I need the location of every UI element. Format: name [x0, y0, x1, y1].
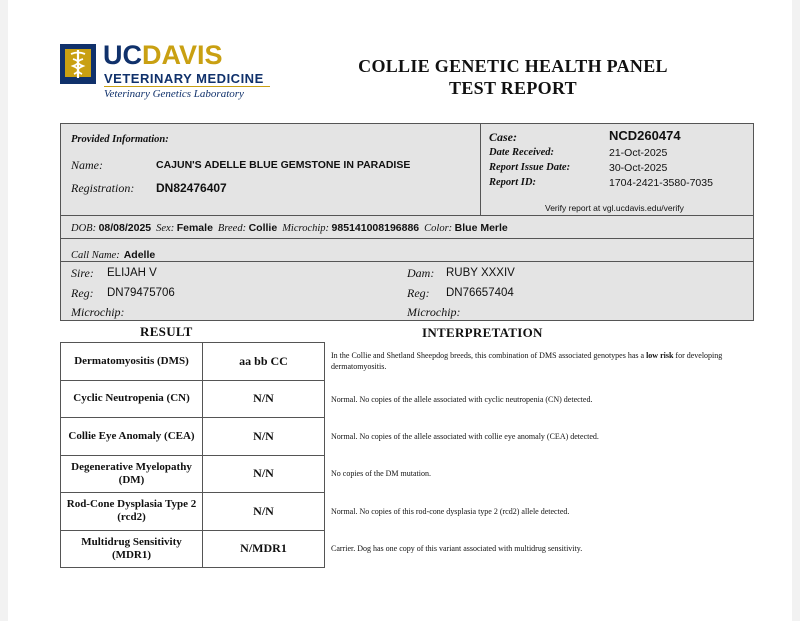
logo-davis: DAVIS: [142, 40, 223, 70]
sire-reg-label: Reg:: [71, 286, 94, 300]
breed-value: Collie: [248, 222, 278, 234]
logo-vet-medicine: VETERINARY MEDICINE: [104, 71, 264, 86]
call-name-label: Call Name:: [71, 250, 120, 261]
table-row: [61, 455, 325, 493]
interp-risk: low risk: [646, 351, 674, 360]
test-name: Dermatomyositis (DMS): [61, 343, 203, 381]
dam-reg-label: Reg:: [407, 286, 430, 300]
issue-date-value: 30-Oct-2025: [609, 162, 668, 174]
result-heading: RESULT: [140, 324, 193, 339]
interpretation-text: [331, 431, 741, 442]
table-row: [61, 493, 325, 531]
interpretation-text: [331, 350, 741, 372]
interp-text: for developing dermatomyositis.: [331, 351, 723, 371]
divider: [480, 124, 481, 215]
sire-label: Sire:: [71, 266, 94, 280]
verify-link[interactable]: Verify report at vgl.ucdavis.edu/verify: [545, 203, 684, 213]
test-name: Multidrug Sensitivity (MDR1): [61, 530, 203, 568]
table-row: [61, 343, 325, 381]
call-name-row: [71, 245, 155, 263]
test-result: N/N: [203, 418, 325, 456]
interp-text: No copies of the DM mutation.: [331, 469, 431, 478]
case-value: NCD260474: [609, 128, 681, 143]
logo-uc: UC: [103, 40, 142, 70]
test-result: aa bb CC: [203, 343, 325, 381]
table-row: [61, 418, 325, 456]
test-result: N/MDR1: [203, 530, 325, 568]
test-result: N/N: [203, 493, 325, 531]
test-name: Degenerative Myelopathy (DM): [61, 455, 203, 493]
name-label: Name:: [71, 158, 103, 172]
microchip-label: Microchip:: [282, 223, 330, 234]
case-label: Case:: [489, 130, 517, 144]
date-received-label: Date Received:: [489, 147, 555, 158]
test-result: N/N: [203, 380, 325, 418]
interpretation-text: [331, 394, 741, 405]
report-id-label: Report ID:: [489, 177, 536, 188]
interp-text: Normal. No copies of this rod-cone dysplasia type 2 (rcd2) allele detected.: [331, 507, 570, 516]
interpretation-text: [331, 543, 741, 554]
divider: [61, 238, 753, 239]
table-row: [61, 530, 325, 568]
dam-label: Dam:: [407, 266, 435, 280]
sire-value: ELIJAH V: [107, 267, 157, 279]
test-result: N/N: [203, 455, 325, 493]
dob-label: DOB:: [71, 223, 97, 234]
name-value: CAJUN'S ADELLE BLUE GEMSTONE IN PARADISE: [156, 159, 411, 171]
dam-value: RUBY XXXIV: [446, 267, 515, 279]
registration-value: DN82476407: [156, 181, 227, 195]
interp-text: Carrier. Dog has one copy of this variant associated with multidrug sensitivity.: [331, 544, 583, 553]
interpretation-text: [331, 506, 741, 517]
breed-label: Breed:: [217, 223, 247, 234]
interpretation-text: [331, 468, 741, 479]
report-page: [8, 0, 792, 621]
interp-text: In the Collie and Shetland Sheepdog breeds, this combination of DMS associated genotypes has a: [331, 351, 647, 360]
test-name: Cyclic Neutropenia (CN): [61, 380, 203, 418]
dam-microchip-label: Microchip:: [407, 305, 461, 319]
registration-label: Registration:: [71, 181, 135, 195]
provided-info-box: [60, 123, 754, 321]
logo-divider: [104, 86, 270, 87]
interpretation-heading: INTERPRETATION: [422, 325, 543, 340]
divider: [61, 215, 753, 216]
report-subtitle: TEST REPORT: [449, 78, 577, 98]
logo-wordmark: [103, 40, 223, 70]
call-name-value: Adelle: [123, 249, 156, 261]
date-received-value: 21-Oct-2025: [609, 147, 668, 159]
caduceus-shield-icon: [60, 44, 96, 84]
sex-label: Sex:: [156, 223, 175, 234]
report-title: COLLIE GENETIC HEALTH PANEL: [358, 56, 668, 76]
microchip-value: 985141008196886: [331, 222, 420, 234]
test-name: Collie Eye Anomaly (CEA): [61, 418, 203, 456]
sire-microchip-label: Microchip:: [71, 305, 125, 319]
dob-value: 08/08/2025: [98, 222, 152, 234]
interp-text: Normal. No copies of the allele associated with cyclic neutropenia (CN) detected.: [331, 395, 593, 404]
issue-date-label: Report Issue Date:: [489, 162, 571, 173]
sex-value: Female: [176, 222, 213, 234]
test-name: Rod-Cone Dysplasia Type 2 (rcd2): [61, 493, 203, 531]
dob-row: [71, 222, 508, 234]
color-value: Blue Merle: [454, 222, 508, 234]
results-table: [60, 342, 325, 568]
divider: [61, 261, 753, 262]
dam-reg-value: DN76657404: [446, 287, 514, 299]
color-label: Color:: [424, 223, 453, 234]
interp-text: Normal. No copies of the allele associated with collie eye anomaly (CEA) detected.: [331, 432, 599, 441]
sire-reg-value: DN79475706: [107, 287, 175, 299]
provided-info-label: Provided Information:: [71, 134, 169, 145]
report-id-value: 1704-2421-3580-7035: [609, 177, 713, 189]
logo-lab-name: Veterinary Genetics Laboratory: [104, 88, 244, 100]
table-row: [61, 380, 325, 418]
